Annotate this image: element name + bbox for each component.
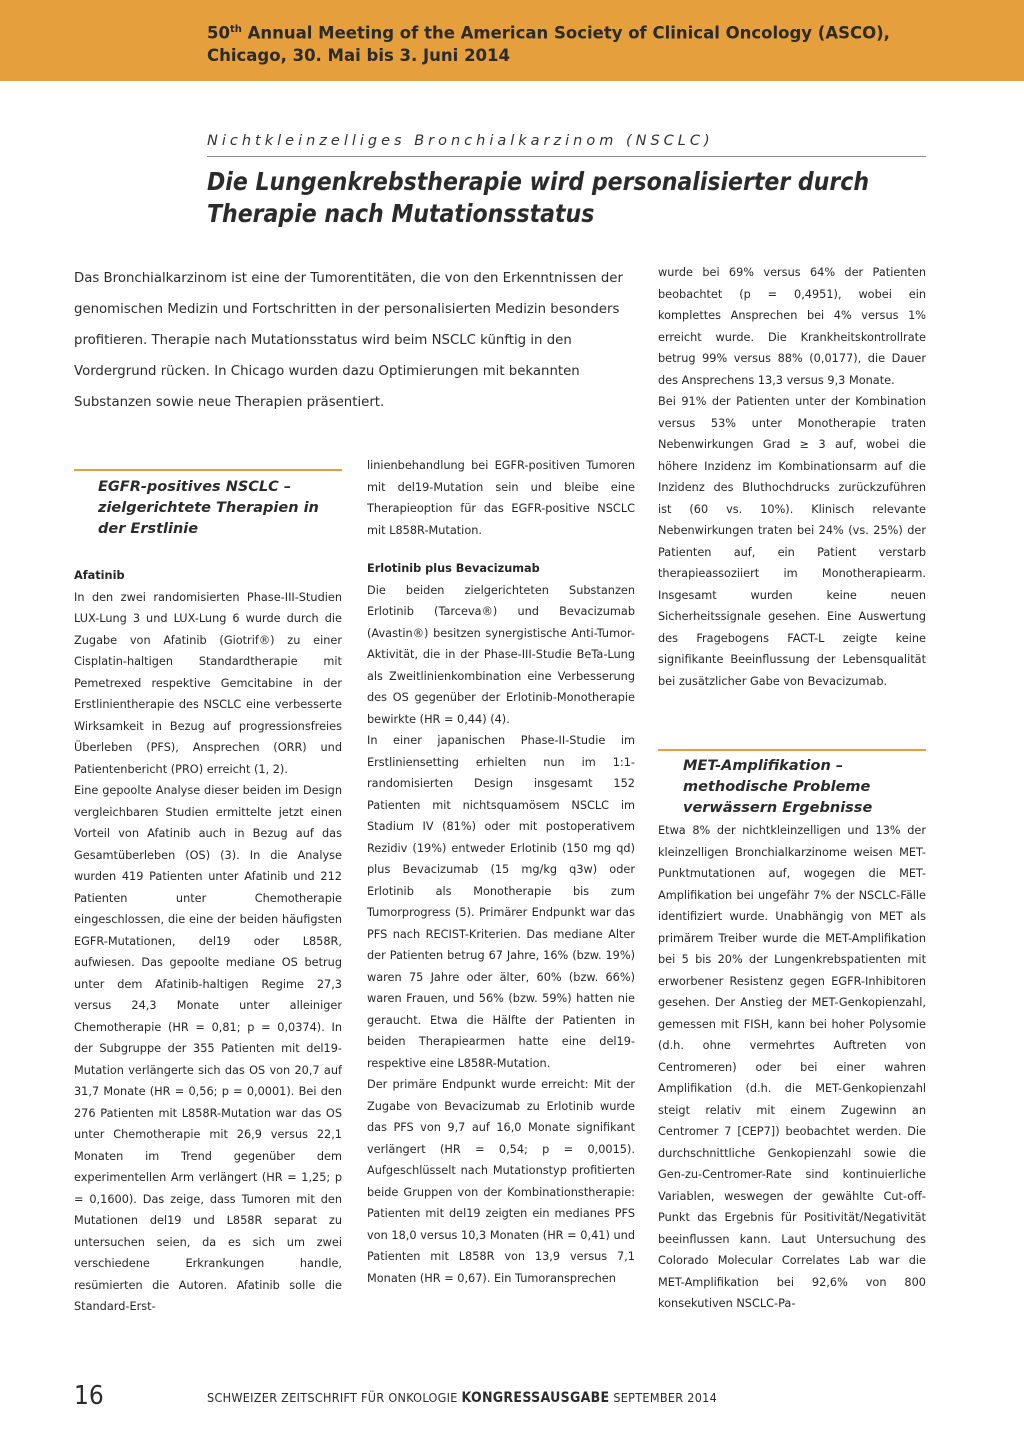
paragraph: Bei 91% der Patienten unter der Kombination versus 53% unter Monotherapie traten Nebenwirkungen Grad ≥ 3 auf, wobei die höhere Inzidenz im Kombinationsarm auf die Inzidenz des Bluthochdrucks zurückzuführen ist (60 vs. 10%). Klinisch relevante Nebenwirkungen traten bei 24% (vs. 25%) der Patienten auf, ein Patient verstarb therapieassoziiert im Monotherapiearm. Insgesamt wurden keine neuen Sicherheitssignale gesehen. Eine Auswertung des Fragebogens FACT-L zeigte keine signifikante Beeinflussung der Lebensqualität bei zusätzlicher Gabe von Bevacizumab. bbox=[658, 395, 926, 688]
subheading-afatinib: Afatinib bbox=[74, 569, 125, 582]
paragraph: Eine gepoolte Analyse dieser beiden im Design vergleichbaren Studien ermittelte jetzt einen Vorteil von Afatinib auch in Bezug auf das Gesamtüberleben (OS) (3). In die Analyse wurden 419 Patienten unter Afatinib und 212 Patienten unter Chemotherapie eingeschlossen, die eine der beiden häufigsten EGFR-Mutationen, del19 oder L858R, aufwiesen. Das gepoolte mediane OS betrug unter dem Afatinib-haltigen Regime 27,3 versus 24,3 Monate unter alleiniger Chemotherapie (HR = 0,81; p = 0,0374). In der Subgruppe der 355 Patienten mit del19-Mutation verlängerte sich das OS von 20,7 auf 31,7 Monate (HR = 0,56; p = 0,0001). Bei den 276 Patienten mit L858R-Mutation war das OS unter Chemotherapie mit 26,9 versus 22,1 Monaten im Trend gegenüber dem experimentellen Arm verlängert (HR = 1,25; p = 0,1600). Das zeige, dass Tumoren mit den Mutationen del19 und L858R separat zu untersuchen seien, da es sich um zwei verschiedene Erkrankungen handle, resümierten die Autoren. Afatinib solle die Standard-Erst- bbox=[74, 784, 342, 1313]
section-divider bbox=[74, 469, 342, 471]
text-column-3 bbox=[658, 262, 926, 692]
paragraph: In den zwei randomisierten Phase-III-Studien LUX-Lung 3 und LUX-Lung 6 wurde durch die Zugabe von Afatinib (Giotrif®) zu einer Cisplatin-haltigen Standardtherapie mit Pemetrexed respektive Gemcitabine in der Erstlinientherapie des NSCLC eine verbesserte Wirksamkeit in Bezug auf progressionsfreies Überleben (PFS), Ansprechen (ORR) und Patientenbericht (PRO) erreicht (1, 2). bbox=[74, 590, 342, 776]
paragraph: Etwa 8% der nichtkleinzelligen und 13% der kleinzelligen Bronchialkarzinome weisen MET-Punktmutationen auf, wogegen die MET-Amplifikation bei ungefähr 7% der NSCLC-Fälle identifiziert wurde. Unabhängig von MET als primärem Treiber wurde die MET-Amplifikation bei 5 bis 20% der Lungenkrebspatienten mit erworbener Resistenz gegen EGFR-Inhibitoren gesehen. Der Anstieg der MET-Genkopienzahl, gemessen mit FISH, kann bei hoher Polysomie (d.h. ohne vermehrtes Auftreten von Centromeren) oder bei einer wahren Amplifikation (d.h. die MET-Genkopienzahl steigt relativ mit einem Zugewinn an Centromer 7 [CEP7]) beobachtet werden. Die durchschnittliche Genkopienzahl sowie die Gen-zu-Centromer-Rate sind kontinuierliche Variablen, weswegen der gewählte Cut-off-Punkt das Ergebnis für Positivität/Negativität beeinflussen kann. Laut Untersuchung des Colorado Molecular Correlates Lab war die MET-Amplifikation bei 92,6% von 800 konsekutiven NSCLC-Pa- bbox=[658, 824, 926, 1310]
paragraph: In einer japanischen Phase-II-Studie im Erstliniensetting erhielten nun im 1:1-randomisierten Design insgesamt 152 Patienten mit nichtsquamösem NSCLC im Stadium IV (81%) oder mit postoperativem Rezidiv (19%) entweder Erlotinib (150 mg qd) plus Bevacizumab (15 mg/kg q3w) oder Erlotinib als Monotherapie bis zum Tumorprogress (5). Primärer Endpunkt war das PFS nach RECIST-Kriterien. Das mediane Alter der Patienten betrug 67 Jahre, 16% (bzw. 19%) waren 75 Jahre oder älter, 60% (bzw. 66%) waren Frauen, und 56% (bzw. 59%) hatten nie geraucht. Etwa die Hälfte der Patienten in beiden Therapiearmen hatte eine del19- respektive eine L858R-Mutation. bbox=[367, 734, 635, 1070]
article-lead: Das Bronchialkarzinom ist eine der Tumorentitäten, die von den Erkenntnissen der genomischen Medizin und Fortschritten in der personalisierten Medizin besonders profitieren. Therapie nach Mutationsstatus wird beim NSCLC künftig in den Vordergrund rücken. In Chicago wurden dazu Optimierungen mit bekannten Substanzen sowie neue Therapien präsentiert. bbox=[74, 271, 623, 410]
paragraph: Der primäre Endpunkt wurde erreicht: Mit der Zugabe von Bevacizumab zu Erlotinib wurde das PFS von 9,7 auf 16,0 Monate signifikant verlängert (HR = 0,54; p = 0,0015). Aufgeschlüsselt nach Mutationstyp profitierten beide Gruppen von der Kombinationstherapie: Patienten mit del19 zeigten ein medianes PFS von 18,0 versus 10,3 Monaten (HR = 0,41) und Patienten mit L858R von 13,9 versus 7,1 Monaten (HR = 0,67). Ein Tumoransprechen bbox=[367, 1078, 635, 1285]
topic-kicker: Nichtkleinzelliges Bronchialkarzinom (NSCLC) bbox=[207, 133, 714, 149]
subheading-erlotinib: Erlotinib plus Bevacizumab bbox=[367, 562, 540, 575]
running-footer: SCHWEIZER ZEITSCHRIFT FÜR ONKOLOGIE KONGRESSAUSGABE SEPTEMBER 2014 bbox=[207, 1390, 718, 1406]
section-heading-egfr: EGFR-positives NSCLC – zielgerichtete Therapien in der Erstlinie bbox=[98, 479, 319, 537]
paragraph: Die beiden zielgerichteten Substanzen Erlotinib (Tarceva®) und Bevacizumab (Avastin®) besitzen synergistische Anti-Tumor-Aktivität, die in der Phase-III-Studie BeTa-Lung als Zweitlinienkombination eine Verbesserung des OS gegenüber der Erlotinib-Monotherapie bewirkte (HR = 0,44) (4). bbox=[367, 583, 635, 726]
text-column-3-continued bbox=[658, 820, 926, 1315]
section-heading-met: MET-Amplifikation – methodische Probleme verwässern Ergebnisse bbox=[683, 758, 873, 816]
paragraph: linienbehandlung bei EGFR-positiven Tumoren mit del19-Mutation sein und bleibe eine Therapieoption für das EGFR-positive NSCLC mit L858R-Mutation. bbox=[367, 459, 635, 537]
text-column-1 bbox=[74, 565, 342, 1318]
section-divider bbox=[658, 749, 926, 751]
page-number: 16 bbox=[74, 1381, 104, 1411]
conference-title: 50th Annual Meeting of the American Society of Clinical Oncology (ASCO), Chicago, 30. Mai bis 3. Juni 2014 bbox=[207, 23, 890, 65]
kicker-divider bbox=[207, 156, 926, 157]
article-headline: Die Lungenkrebstherapie wird personalisierter durch Therapie nach Mutationsstatus bbox=[207, 167, 870, 228]
paragraph: wurde bei 69% versus 64% der Patienten beobachtet (p = 0,4951), wobei ein komplettes Ansprechen bei 4% versus 1% erreicht wurde. Die Krankheitskontrollrate betrug 99% versus 88% (0,0177), die Dauer des Ansprechens 13,3 versus 9,3 Monate. bbox=[658, 266, 926, 387]
text-column-2 bbox=[367, 455, 635, 1289]
conference-banner bbox=[0, 0, 1024, 81]
